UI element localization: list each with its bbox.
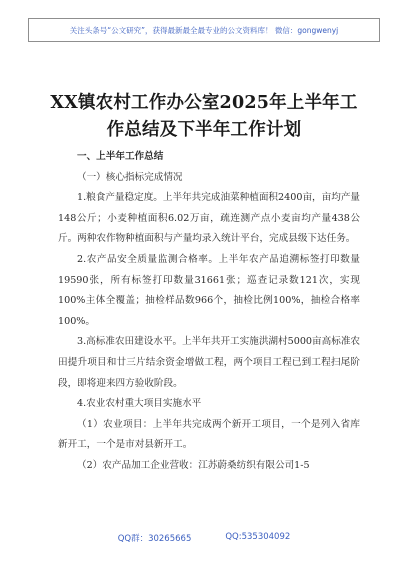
section-heading: 一、上半年工作总结 [77,151,164,162]
title-line-2: 作总结及下半年工作计划 [106,120,302,140]
subsection-heading: （一）核心指标完成情况 [77,171,183,183]
footer-qq-group: QQ群：30265665 [117,534,192,544]
header-banner: 关注头条号“公文研究”，获得最新最全最专业的公文资料库！ 微信：gongwenyj [28,18,380,42]
paragraph-processing-revenue: （2）农产品加工企业营收：江苏蔚桑纺织有限公司1-5 [77,459,310,471]
footer [0,532,408,544]
title-line-1: XX镇农村工作办公室2025年上半年工 [50,93,358,113]
paragraph-agri-projects: （1）农业项目：上半年共完成两个新开工项目，一个是列入省库新开工，一个是市对县新开工。 [58,418,360,451]
paragraph-quality-safety: 2.农产品安全质量监测合格率。上半年农产品追溯标签打印数量19590张，所有标签打印数量31661张；巡查记录数121次，实现100%主体全覆盖；抽检样品数966个，抽检比例100%，抽检合格率100%。 [58,253,360,327]
paragraph-major-projects: 4.农业农村重大项目实施水平 [77,398,202,410]
paragraph-farmland: 3.高标准农田建设水平。上半年共开工实施洪湖村5000亩高标准农田提升项目和廿三片结余资金增做工程，两个项目工程已到工程扫尾阶段，即将迎来四方验收阶段。 [58,336,361,389]
footer-qq: QQ:535304092 [225,532,291,542]
paragraph-grain-output: 1.粮食产量稳定度。上半年共完成油菜种植面积2400亩，亩均产量148公斤；小麦种植面积6.02万亩，疏连测产点小麦亩均产量438公斤。两种农作物种植面积与产量均录入统计平台，完成县级下达任务。 [58,192,361,245]
document-body [58,147,360,477]
document-title [20,90,388,144]
